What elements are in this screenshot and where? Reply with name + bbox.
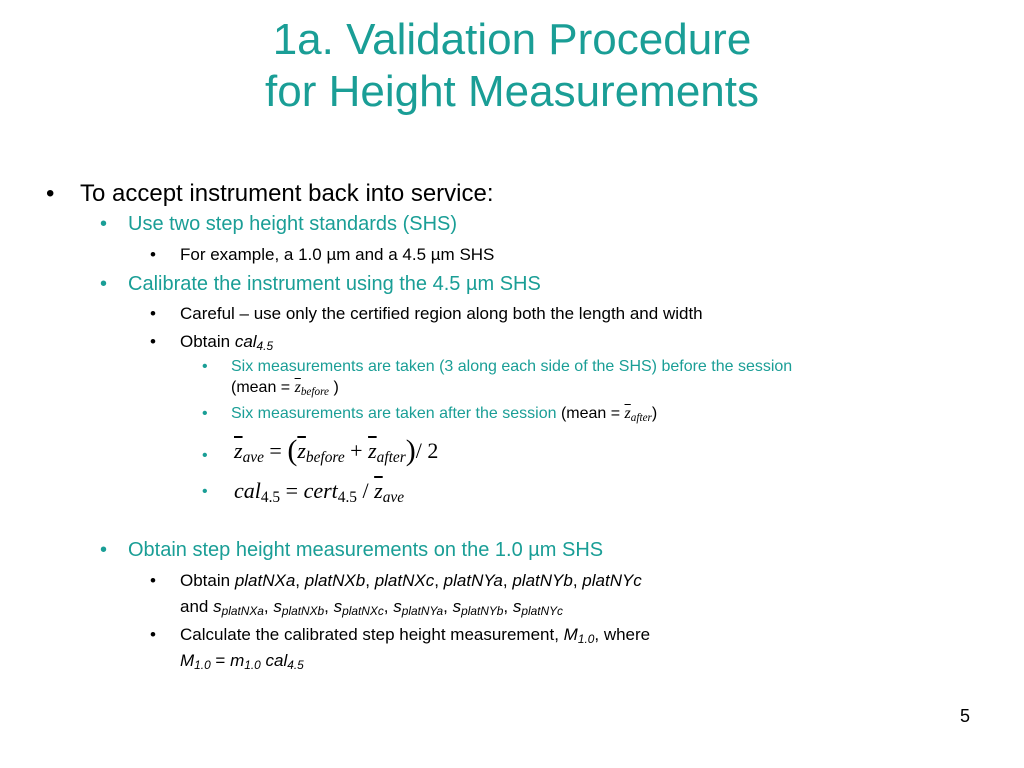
formula-M: $M_{1.0} = m_{1.0}$ cal$_{4.5}$: [180, 651, 304, 672]
bullet-icon: •: [100, 213, 108, 235]
bullet-icon: •: [202, 358, 208, 375]
bullet-icon: •: [202, 447, 208, 464]
bullet-careful: Careful – use only the certified region along both the length and width: [180, 304, 703, 323]
bullet-six-before-line1: Six measurements are taken (3 along each side of the SHS) before the session: [231, 358, 793, 375]
slide-title: [0, 14, 1024, 118]
bullet-icon: •: [100, 273, 108, 295]
bullet-example-shs: For example, a 1.0 µm and a 4.5 µm SHS: [180, 245, 495, 264]
bullet-icon: •: [100, 539, 108, 561]
bullet-calibrate: Calibrate the instrument using the 4.5 µm SHS: [128, 273, 541, 295]
bullet-icon: •: [150, 625, 156, 644]
bullet-six-before-mean: (mean = $\overline{z}_{before}$ ): [231, 379, 339, 398]
equation-z-ave: $\overline{z}_{ave} = (\overline{z}_{before} + \overline{z}_{after})/$ 2: [234, 434, 439, 467]
bullet-icon: •: [202, 405, 208, 422]
bullet-calculate: Calculate the calibrated step height measurement, $M_{1.0}$, where: [180, 625, 651, 646]
bullet-icon: •: [46, 180, 55, 207]
title-line-2: for Height Measurements: [265, 67, 759, 116]
page-number: 5: [960, 706, 971, 726]
bullet-obtain-1um: Obtain step height measurements on the 1.0 µm SHS: [128, 539, 604, 561]
equation-cal: cal$_{4.5}$ = cert$_{4.5}$ / $\overline{z}_{ave}$: [234, 478, 405, 506]
bullet-icon: •: [202, 483, 208, 500]
bullet-two-standards: Use two step height standards (SHS): [128, 213, 458, 235]
bullet-obtain-cal: Obtain cal$_{4.5}$: [180, 332, 274, 353]
bullet-six-after: Six measurements are taken after the session (mean = $\overline{z}_{after}$): [231, 405, 658, 424]
bullet-icon: •: [150, 571, 156, 590]
bullet-obtain-s-values: and $s_{platNXa}$, $s_{platNXb}$, $s_{platNXc}$, $s_{platNYa}$, $s_{platNYb}$, $s_{platNYc}$: [180, 597, 563, 618]
bullet-accept-service: To accept instrument back into service:: [80, 180, 494, 207]
bullet-icon: •: [150, 304, 156, 323]
title-line-1: 1a. Validation Procedure: [272, 15, 752, 64]
bullet-icon: •: [150, 245, 156, 264]
bullet-obtain-plat-values: Obtain platNXa, platNXb, platNXc, platNYa, platNYb, platNYc: [180, 571, 642, 590]
bullet-icon: •: [150, 332, 156, 351]
